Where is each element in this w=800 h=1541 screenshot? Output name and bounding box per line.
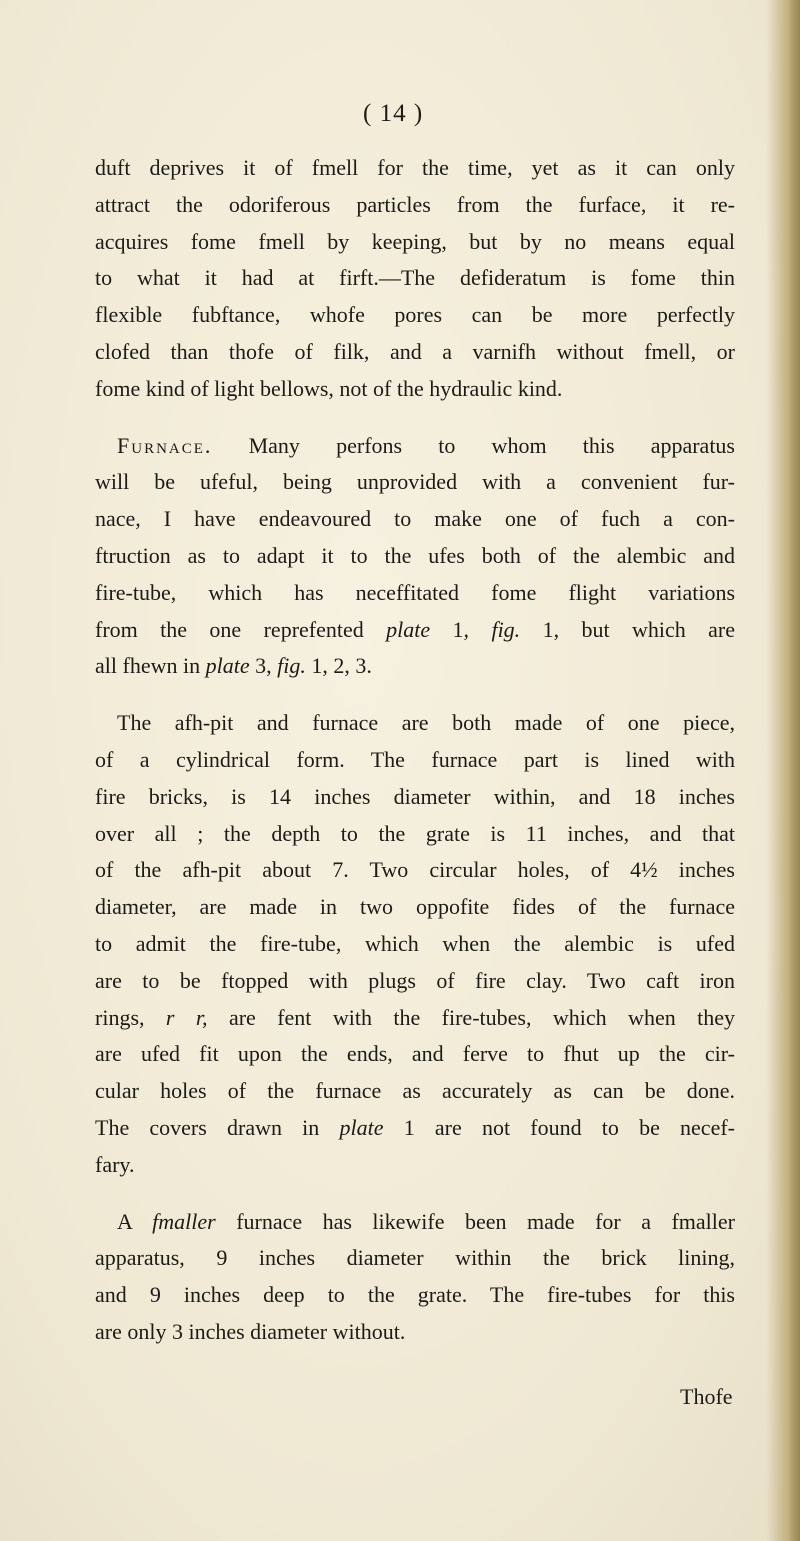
section-heading-furnace: Furnace. [117, 432, 213, 458]
text-line: fire-tube, which has neceffitated fome flight variations [95, 579, 735, 605]
text-line: flexible fubftance, whofe pores can be more perfectly [95, 302, 735, 328]
text-line: ftruction as to adapt it to the ufes both of the alembic and [95, 542, 735, 568]
text-line: are ufed fit upon the ends, and ferve to fhut up the cir- [95, 1041, 735, 1067]
text-line: all fhewn in plate 3, fig. 1, 2, 3. [95, 653, 372, 679]
plate-reference: plate [339, 1114, 384, 1140]
plate-reference: plate [386, 616, 431, 642]
figure-reference: fig. [491, 616, 521, 642]
text-line: clofed than thofe of filk, and a varnifh without fmell, or [95, 338, 735, 364]
text-line: over all ; the depth to the grate is 11 inches, and that [95, 820, 735, 846]
paragraph-4 [95, 1204, 735, 1351]
text-line: and 9 inches deep to the grate. The fire-tubes for this [95, 1282, 735, 1308]
text-line: will be ufeful, being unprovided with a convenient fur- [95, 469, 735, 495]
figure-reference: fig. [277, 653, 306, 679]
plate-reference: plate [205, 653, 250, 679]
text-line: The afh-pit and furnace are both made of one piece, [117, 710, 735, 736]
rings-reference: r r, [165, 1004, 208, 1030]
text-line: of the afh-pit about 7. Two circular holes, of 4½ inches [95, 857, 735, 883]
text-line: cular holes of the furnace as accurately as can be done. [95, 1078, 735, 1104]
paragraph-3 [95, 705, 735, 1183]
text-line: acquires fome fmell by keeping, but by no means equal [95, 228, 735, 254]
text-line: apparatus, 9 inches diameter within the brick lining, [95, 1245, 735, 1271]
text-line: Furnace. Many perfons to whom this apparatus [117, 432, 735, 458]
text-line: duft deprives it of fmell for the time, yet as it can only [95, 155, 735, 180]
text-line: attract the odoriferous particles from the furface, it re- [95, 191, 735, 217]
text-line: fome kind of light bellows, not of the hydraulic kind. [95, 375, 563, 401]
page-edge-shadow [766, 0, 800, 1541]
page-text [95, 150, 735, 1351]
text-line: of a cylindrical form. The furnace part is lined with [95, 746, 735, 772]
text-line: from the one reprefented plate 1, fig. 1, but which are [95, 616, 736, 642]
text-line: A fmaller furnace has likewife been made for a fmaller [117, 1208, 735, 1234]
text-line: to admit the fire-tube, which when the alembic is ufed [95, 930, 735, 956]
page-number: ( 14 ) [363, 100, 424, 127]
text-line: fire bricks, is 14 inches diameter within, and 18 inches [95, 783, 735, 809]
text-line: fary. [95, 1151, 135, 1177]
catchword: Thofe [680, 1384, 733, 1409]
paragraph-furnace [95, 428, 735, 686]
text-line: to what it had at firft.—The defideratum is fome thin [95, 265, 735, 291]
text-line: diameter, are made in two oppofite fides of the furnace [95, 894, 735, 920]
text-line: The covers drawn in plate 1 are not found to be necef- [95, 1114, 735, 1140]
text-line: nace, I have endeavoured to make one of fuch a con- [95, 506, 735, 532]
text-line: are to be ftopped with plugs of fire clay. Two caft iron [95, 967, 735, 993]
text-line: rings, r r, are fent with the fire-tubes, which when they [95, 1004, 736, 1030]
text-line: are only 3 inches diameter without. [95, 1318, 406, 1344]
paragraph-1 [95, 150, 735, 408]
smaller-emphasis: fmaller [152, 1208, 216, 1234]
